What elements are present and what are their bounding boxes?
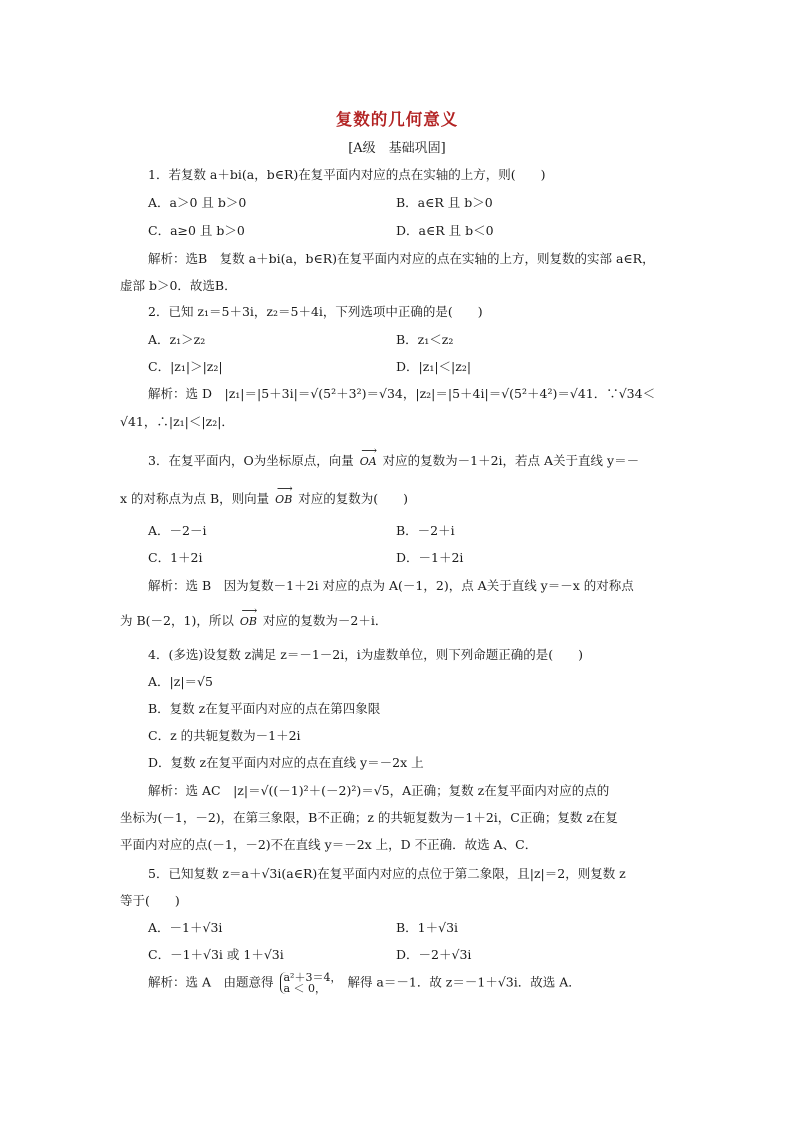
q3-stem-text-d: 对应的复数为( ) bbox=[298, 491, 409, 506]
q3-stem-text-a: 3．在复平面内，O为坐标原点，向量 bbox=[148, 453, 354, 468]
q5-stem-line1: 5．已知复数 z＝a＋√3i(a∈R)在复平面内对应的点位于第二象限，且|z|＝2，则复数 z bbox=[148, 866, 626, 881]
page-title: 复数的几何意义 bbox=[335, 110, 459, 129]
vector-oa: ⟶ OA bbox=[360, 448, 377, 468]
q2-option-c: C．|z₁|＞|z₂| bbox=[148, 359, 223, 374]
q1-option-a: A．a＞0 且 b＞0 bbox=[148, 195, 247, 210]
q5-option-c: C．－1＋√3i 或 1＋√3i bbox=[148, 947, 284, 962]
equation-line-2: a ＜ 0， bbox=[283, 982, 327, 995]
q3-stem-line1 bbox=[148, 448, 639, 469]
q4-answer-line1: 解析：选 AC |z|＝√((－1)²＋(－2)²)＝√5，A正确；复数 z在复平面内对应的点的 bbox=[148, 783, 610, 798]
q1-option-b: B．a∈R 且 b＞0 bbox=[396, 195, 493, 210]
q2-answer-line1: 解析：选 D |z₁|＝|5＋3i|＝√(5²＋3²)＝√34，|z₂|＝|5＋4i|＝√(5²＋4²)＝√41．∵√34＜ bbox=[148, 386, 656, 401]
q2-option-d: D．|z₁|＜|z₂| bbox=[396, 359, 472, 374]
q1-option-c: C．a≥0 且 b＞0 bbox=[148, 223, 245, 238]
q2-option-a: A．z₁＞z₂ bbox=[148, 332, 206, 347]
q3-option-c: C．1＋2i bbox=[148, 550, 203, 565]
q4-answer-line2: 坐标为(－1，－2)，在第三象限，B不正确；z 的共轭复数为－1＋2i，C正确；复数 z在复 bbox=[120, 810, 618, 825]
q3-option-b: B．－2＋i bbox=[396, 523, 455, 538]
q3-stem-line2 bbox=[120, 486, 408, 507]
q3-stem-text-c: x 的对称点为点 B，则向量 bbox=[120, 491, 270, 506]
q3-answer-text-b: 对应的复数为－2＋i． bbox=[262, 613, 388, 628]
q5-answer-text-a: 解析：选 A 由题意得 bbox=[148, 974, 274, 990]
q5-answer-text-b: 解得 a＝－1．故 z＝－1＋√3i．故选 A． bbox=[347, 974, 581, 990]
q4-option-a: A．|z|＝√5 bbox=[148, 674, 213, 689]
q4-option-c: C．z 的共轭复数为－1＋2i bbox=[148, 728, 301, 743]
q5-option-a: A．－1＋√3i bbox=[148, 920, 223, 935]
q1-answer-line2: 虚部 b＞0．故选B． bbox=[120, 278, 237, 293]
q5-option-d: D．－2＋√3i bbox=[396, 947, 472, 962]
q5-stem-line2: 等于( ) bbox=[120, 893, 180, 908]
equation-system-brace bbox=[280, 972, 342, 994]
q3-answer-line2 bbox=[120, 608, 387, 629]
q1-option-d: D．a∈R 且 b＜0 bbox=[396, 223, 494, 238]
q5-answer bbox=[148, 972, 581, 994]
q4-option-d: D．复数 z在复平面内对应的点在直线 y＝－2x 上 bbox=[148, 755, 424, 770]
q3-answer-text-a: 为 B(－2，1)，所以 bbox=[120, 613, 234, 628]
q5-option-b: B．1＋√3i bbox=[396, 920, 459, 935]
q3-option-a: A．－2－i bbox=[148, 523, 207, 538]
equation-line-1: a²＋3＝4， bbox=[283, 971, 342, 984]
q3-answer-line1: 解析：选 B 因为复数－1＋2i 对应的点为 A(－1，2)，点 A关于直线 y＝－x 的对称点 bbox=[148, 578, 634, 593]
q3-stem-text-b: 对应的复数为－1＋2i，若点 A关于直线 y＝－ bbox=[382, 453, 640, 468]
q4-option-b: B．复数 z在复平面内对应的点在第四象限 bbox=[148, 701, 381, 716]
q4-stem: 4．(多选)设复数 z满足 z＝－1－2i，i为虚数单位，则下列命题正确的是( ) bbox=[148, 647, 583, 662]
q3-option-d: D．－1＋2i bbox=[396, 550, 464, 565]
q2-stem: 2．已知 z₁＝5＋3i，z₂＝5＋4i，下列选项中正确的是( ) bbox=[148, 304, 483, 319]
q1-answer-line1: 解析：选B 复数 a＋bi(a，b∈R)在复平面内对应的点在实轴的上方，则复数的实部 a∈R， bbox=[148, 251, 655, 266]
vector-ob: ⟶ OB bbox=[275, 486, 292, 506]
q4-answer-line3: 平面内对应的点(－1，－2)不在直线 y＝－2x 上，D 不正确．故选 A、C． bbox=[120, 837, 538, 852]
vector-ob-answer: ⟶ OB bbox=[240, 608, 257, 628]
section-level: [A级 基础巩固] bbox=[348, 141, 446, 156]
q2-option-b: B．z₁＜z₂ bbox=[396, 332, 454, 347]
q2-answer-line2: √41，∴|z₁|＜|z₂|． bbox=[120, 414, 234, 429]
q1-stem: 1．若复数 a＋bi(a，b∈R)在复平面内对应的点在实轴的上方，则( ) bbox=[148, 167, 546, 182]
